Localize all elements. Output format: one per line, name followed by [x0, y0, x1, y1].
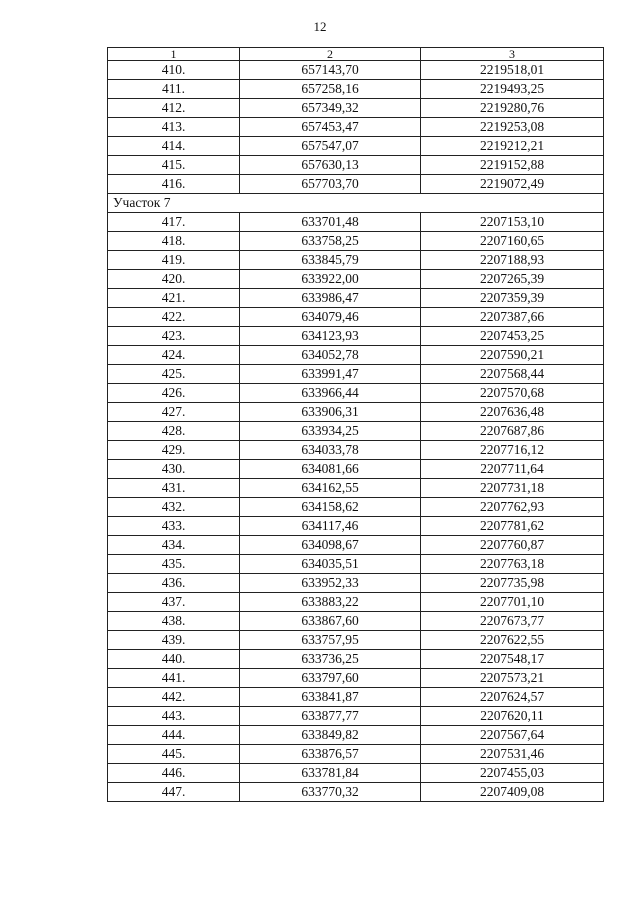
- point-number: 437.: [108, 593, 240, 612]
- table-row: [108, 536, 604, 555]
- point-number: 423.: [108, 327, 240, 346]
- table-row: [108, 403, 604, 422]
- table-row: [108, 574, 604, 593]
- y-coordinate: 2207387,66: [421, 308, 604, 327]
- x-coordinate: 657143,70: [240, 61, 421, 80]
- point-number: 425.: [108, 365, 240, 384]
- y-coordinate: 2219253,08: [421, 118, 604, 137]
- header-col-2: 2: [240, 48, 421, 61]
- table-row: [108, 783, 604, 802]
- table-row: [108, 213, 604, 232]
- point-number: 443.: [108, 707, 240, 726]
- point-number: 447.: [108, 783, 240, 802]
- table-row: [108, 726, 604, 745]
- y-coordinate: 2207453,25: [421, 327, 604, 346]
- table-row: [108, 175, 604, 194]
- point-number: 446.: [108, 764, 240, 783]
- y-coordinate: 2207548,17: [421, 650, 604, 669]
- x-coordinate: 657453,47: [240, 118, 421, 137]
- table-row: [108, 764, 604, 783]
- x-coordinate: 633758,25: [240, 232, 421, 251]
- table-row: [108, 650, 604, 669]
- y-coordinate: 2207570,68: [421, 384, 604, 403]
- x-coordinate: 633906,31: [240, 403, 421, 422]
- x-coordinate: 633952,33: [240, 574, 421, 593]
- y-coordinate: 2207531,46: [421, 745, 604, 764]
- point-number: 430.: [108, 460, 240, 479]
- coordinates-table: [107, 47, 604, 802]
- x-coordinate: 657349,32: [240, 99, 421, 118]
- table-row: [108, 137, 604, 156]
- x-coordinate: 634079,46: [240, 308, 421, 327]
- x-coordinate: 633797,60: [240, 669, 421, 688]
- x-coordinate: 634158,62: [240, 498, 421, 517]
- point-number: 419.: [108, 251, 240, 270]
- x-coordinate: 634162,55: [240, 479, 421, 498]
- x-coordinate: 634117,46: [240, 517, 421, 536]
- x-coordinate: 633991,47: [240, 365, 421, 384]
- x-coordinate: 633877,77: [240, 707, 421, 726]
- point-number: 432.: [108, 498, 240, 517]
- y-coordinate: 2219212,21: [421, 137, 604, 156]
- point-number: 422.: [108, 308, 240, 327]
- y-coordinate: 2219493,25: [421, 80, 604, 99]
- y-coordinate: 2207760,87: [421, 536, 604, 555]
- point-number: 435.: [108, 555, 240, 574]
- table-row: [108, 745, 604, 764]
- point-number: 421.: [108, 289, 240, 308]
- point-number: 442.: [108, 688, 240, 707]
- point-number: 431.: [108, 479, 240, 498]
- table-row: [108, 232, 604, 251]
- x-coordinate: 633770,32: [240, 783, 421, 802]
- point-number: 424.: [108, 346, 240, 365]
- table-row: [108, 270, 604, 289]
- y-coordinate: 2219280,76: [421, 99, 604, 118]
- y-coordinate: 2207568,44: [421, 365, 604, 384]
- point-number: 420.: [108, 270, 240, 289]
- point-number: 433.: [108, 517, 240, 536]
- x-coordinate: 633757,95: [240, 631, 421, 650]
- table-row: [108, 99, 604, 118]
- point-number: 414.: [108, 137, 240, 156]
- table-row: [108, 118, 604, 137]
- table-row: [108, 707, 604, 726]
- table-row: [108, 422, 604, 441]
- point-number: 417.: [108, 213, 240, 232]
- y-coordinate: 2219152,88: [421, 156, 604, 175]
- table-row: [108, 612, 604, 631]
- table-row: [108, 669, 604, 688]
- point-number: 413.: [108, 118, 240, 137]
- x-coordinate: 633934,25: [240, 422, 421, 441]
- table-row: [108, 346, 604, 365]
- table-row: [108, 384, 604, 403]
- y-coordinate: 2207731,18: [421, 479, 604, 498]
- table-row: [108, 688, 604, 707]
- y-coordinate: 2207762,93: [421, 498, 604, 517]
- x-coordinate: 633841,87: [240, 688, 421, 707]
- header-col-1: 1: [108, 48, 240, 61]
- table-row: [108, 61, 604, 80]
- y-coordinate: 2207188,93: [421, 251, 604, 270]
- x-coordinate: 657547,07: [240, 137, 421, 156]
- y-coordinate: 2219072,49: [421, 175, 604, 194]
- x-coordinate: 633736,25: [240, 650, 421, 669]
- table-row: [108, 365, 604, 384]
- x-coordinate: 634123,93: [240, 327, 421, 346]
- x-coordinate: 633867,60: [240, 612, 421, 631]
- y-coordinate: 2207573,21: [421, 669, 604, 688]
- y-coordinate: 2207636,48: [421, 403, 604, 422]
- x-coordinate: 633876,57: [240, 745, 421, 764]
- table-row: [108, 156, 604, 175]
- y-coordinate: 2207455,03: [421, 764, 604, 783]
- point-number: 415.: [108, 156, 240, 175]
- point-number: 439.: [108, 631, 240, 650]
- table-row: [108, 479, 604, 498]
- table-row: [108, 555, 604, 574]
- x-coordinate: 634081,66: [240, 460, 421, 479]
- table-row: [108, 498, 604, 517]
- x-coordinate: 633922,00: [240, 270, 421, 289]
- page-number: 12: [313, 19, 327, 34]
- y-coordinate: 2207624,57: [421, 688, 604, 707]
- y-coordinate: 2207160,65: [421, 232, 604, 251]
- point-number: 416.: [108, 175, 240, 194]
- y-coordinate: 2219518,01: [421, 61, 604, 80]
- table-row: [108, 517, 604, 536]
- table-row: [108, 593, 604, 612]
- point-number: 427.: [108, 403, 240, 422]
- x-coordinate: 633845,79: [240, 251, 421, 270]
- point-number: 418.: [108, 232, 240, 251]
- point-number: 412.: [108, 99, 240, 118]
- coordinates-table-body: [108, 48, 604, 802]
- y-coordinate: 2207781,62: [421, 517, 604, 536]
- point-number: 445.: [108, 745, 240, 764]
- table-row: [108, 289, 604, 308]
- point-number: 436.: [108, 574, 240, 593]
- point-number: 434.: [108, 536, 240, 555]
- x-coordinate: 633701,48: [240, 213, 421, 232]
- y-coordinate: 2207716,12: [421, 441, 604, 460]
- table-row: [108, 441, 604, 460]
- x-coordinate: 633781,84: [240, 764, 421, 783]
- x-coordinate: 633883,22: [240, 593, 421, 612]
- x-coordinate: 634033,78: [240, 441, 421, 460]
- point-number: 411.: [108, 80, 240, 99]
- y-coordinate: 2207701,10: [421, 593, 604, 612]
- y-coordinate: 2207620,11: [421, 707, 604, 726]
- x-coordinate: 634052,78: [240, 346, 421, 365]
- table-row: [108, 308, 604, 327]
- table-row: [108, 460, 604, 479]
- header-col-3: 3: [421, 48, 604, 61]
- y-coordinate: 2207567,64: [421, 726, 604, 745]
- y-coordinate: 2207622,55: [421, 631, 604, 650]
- y-coordinate: 2207763,18: [421, 555, 604, 574]
- section-row: [108, 194, 604, 213]
- table-row: [108, 631, 604, 650]
- x-coordinate: 657258,16: [240, 80, 421, 99]
- table-row: [108, 80, 604, 99]
- y-coordinate: 2207359,39: [421, 289, 604, 308]
- y-coordinate: 2207153,10: [421, 213, 604, 232]
- x-coordinate: 634098,67: [240, 536, 421, 555]
- table-row: [108, 327, 604, 346]
- point-number: 410.: [108, 61, 240, 80]
- y-coordinate: 2207590,21: [421, 346, 604, 365]
- point-number: 440.: [108, 650, 240, 669]
- point-number: 426.: [108, 384, 240, 403]
- x-coordinate: 633849,82: [240, 726, 421, 745]
- point-number: 428.: [108, 422, 240, 441]
- table-row: [108, 251, 604, 270]
- section-title: Участок 7: [108, 194, 604, 213]
- point-number: 444.: [108, 726, 240, 745]
- table-header-row: [108, 48, 604, 61]
- y-coordinate: 2207265,39: [421, 270, 604, 289]
- y-coordinate: 2207711,64: [421, 460, 604, 479]
- x-coordinate: 633986,47: [240, 289, 421, 308]
- point-number: 438.: [108, 612, 240, 631]
- x-coordinate: 657703,70: [240, 175, 421, 194]
- point-number: 429.: [108, 441, 240, 460]
- y-coordinate: 2207673,77: [421, 612, 604, 631]
- y-coordinate: 2207409,08: [421, 783, 604, 802]
- x-coordinate: 634035,51: [240, 555, 421, 574]
- x-coordinate: 657630,13: [240, 156, 421, 175]
- y-coordinate: 2207687,86: [421, 422, 604, 441]
- x-coordinate: 633966,44: [240, 384, 421, 403]
- point-number: 441.: [108, 669, 240, 688]
- y-coordinate: 2207735,98: [421, 574, 604, 593]
